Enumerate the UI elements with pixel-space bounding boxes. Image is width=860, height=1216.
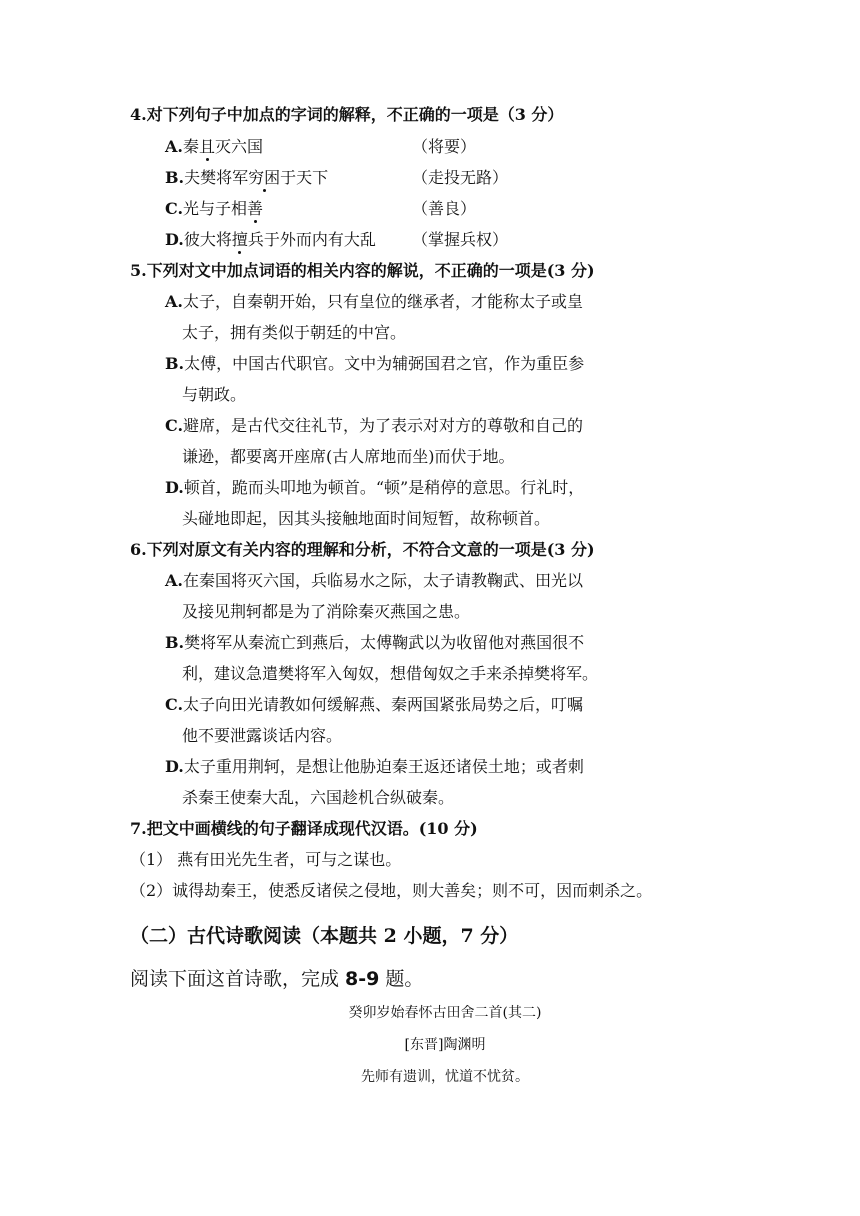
q5-option-a-cont: 太子，拥有类似于朝廷的中宫。 — [182, 323, 407, 342]
section-heading: （二）古代诗歌阅读（本题共 2 小题，7 分） — [130, 925, 519, 947]
q6-option-d-cont: 杀秦王使秦大乱，六国趁机合纵破秦。 — [182, 788, 455, 807]
q4-option-d: D.彼大将擅兵于外而内有大乱 — [165, 230, 376, 249]
q5-option-d: D.顿首，跪而头叩地为顿首。“顿”是稍停的意思。行礼时， — [165, 478, 585, 497]
q5-option-c: C.避席，是古代交往礼节，为了表示对对方的尊敬和自己的 — [165, 416, 584, 435]
emphasis-dot-word: 擅 — [231, 230, 248, 249]
q4-option-a-note: （将要） — [412, 137, 477, 156]
q7-item-1: （1） 燕有田光先生者，可与之谋也。 — [130, 850, 402, 869]
q5-option-a: A.太子，自秦朝开始，只有皇位的继承者，才能称太子或皇 — [165, 292, 583, 311]
q5-option-b-cont: 与朝政。 — [182, 385, 247, 404]
emphasis-dot-word: 且 — [199, 137, 216, 156]
q4-option-a: A.秦且灭六国 — [165, 137, 264, 156]
q6-option-c-cont: 他不要泄露谈话内容。 — [182, 726, 343, 745]
q4-option-c-note: （善良） — [412, 199, 477, 218]
q5-option-c-cont: 谦逊，都要离开座席(古人席地而坐)而伏于地。 — [182, 447, 515, 466]
emphasis-dot-word: 穷困 — [248, 168, 281, 187]
q5-option-d-cont: 头碰地即起，因其头接触地面时间短暂，故称顿首。 — [182, 509, 551, 528]
q4-option-c: C.光与子相善 — [165, 199, 264, 218]
q7-stem: 7.把文中画横线的句子翻译成现代汉语。(10 分) — [130, 819, 478, 838]
q6-option-c: C.太子向田光请教如何缓解燕、秦两国紧张局势之后，叮嘱 — [165, 695, 584, 714]
q4-option-b: B.夫樊将军穷困于天下 — [165, 168, 329, 187]
q6-option-b: B.樊将军从秦流亡到燕后，太傅鞠武以为收留他对燕国很不 — [165, 633, 585, 652]
q5-option-b: B.太傅，中国古代职官。文中为辅弼国君之官，作为重臣参 — [165, 354, 585, 373]
section-intro: 阅读下面这首诗歌，完成 8-9 题。 — [130, 968, 424, 990]
q6-option-b-cont: 利，建议急遣樊将军入匈奴，想借匈奴之手来杀掉樊将军。 — [182, 664, 599, 683]
q6-option-a: A.在秦国将灭六国，兵临易水之际，太子请教鞠武、田光以 — [165, 571, 583, 590]
q4-stem: 4.对下列句子中加点的字词的解释，不正确的一项是（3 分） — [130, 105, 564, 124]
poem-line: 先师有遗训，忧道不忧贫。 — [361, 1069, 529, 1085]
q5-stem: 5.下列对文中加点词语的相关内容的解说，不正确的一项是(3 分) — [130, 261, 595, 280]
poem-title: 癸卯岁始春怀古田舍二首(其二) — [348, 1005, 542, 1021]
q4-option-b-note: （走投无路） — [412, 168, 509, 187]
q7-item-2: （2）诚得劫秦王，使悉反诸侯之侵地，则大善矣；则不可，因而刺杀之。 — [130, 881, 653, 900]
q6-option-a-cont: 及接见荆轲都是为了消除秦灭燕国之患。 — [182, 602, 471, 621]
q6-stem: 6.下列对原文有关内容的理解和分析，不符合文意的一项是(3 分) — [130, 540, 595, 559]
poem-author: [东晋]陶渊明 — [404, 1037, 486, 1053]
q6-option-d: D.太子重用荆轲，是想让他胁迫秦王返还诸侯土地；或者刺 — [165, 757, 584, 776]
emphasis-dot-word: 善 — [247, 199, 264, 218]
q4-option-d-note: （掌握兵权） — [412, 230, 509, 249]
